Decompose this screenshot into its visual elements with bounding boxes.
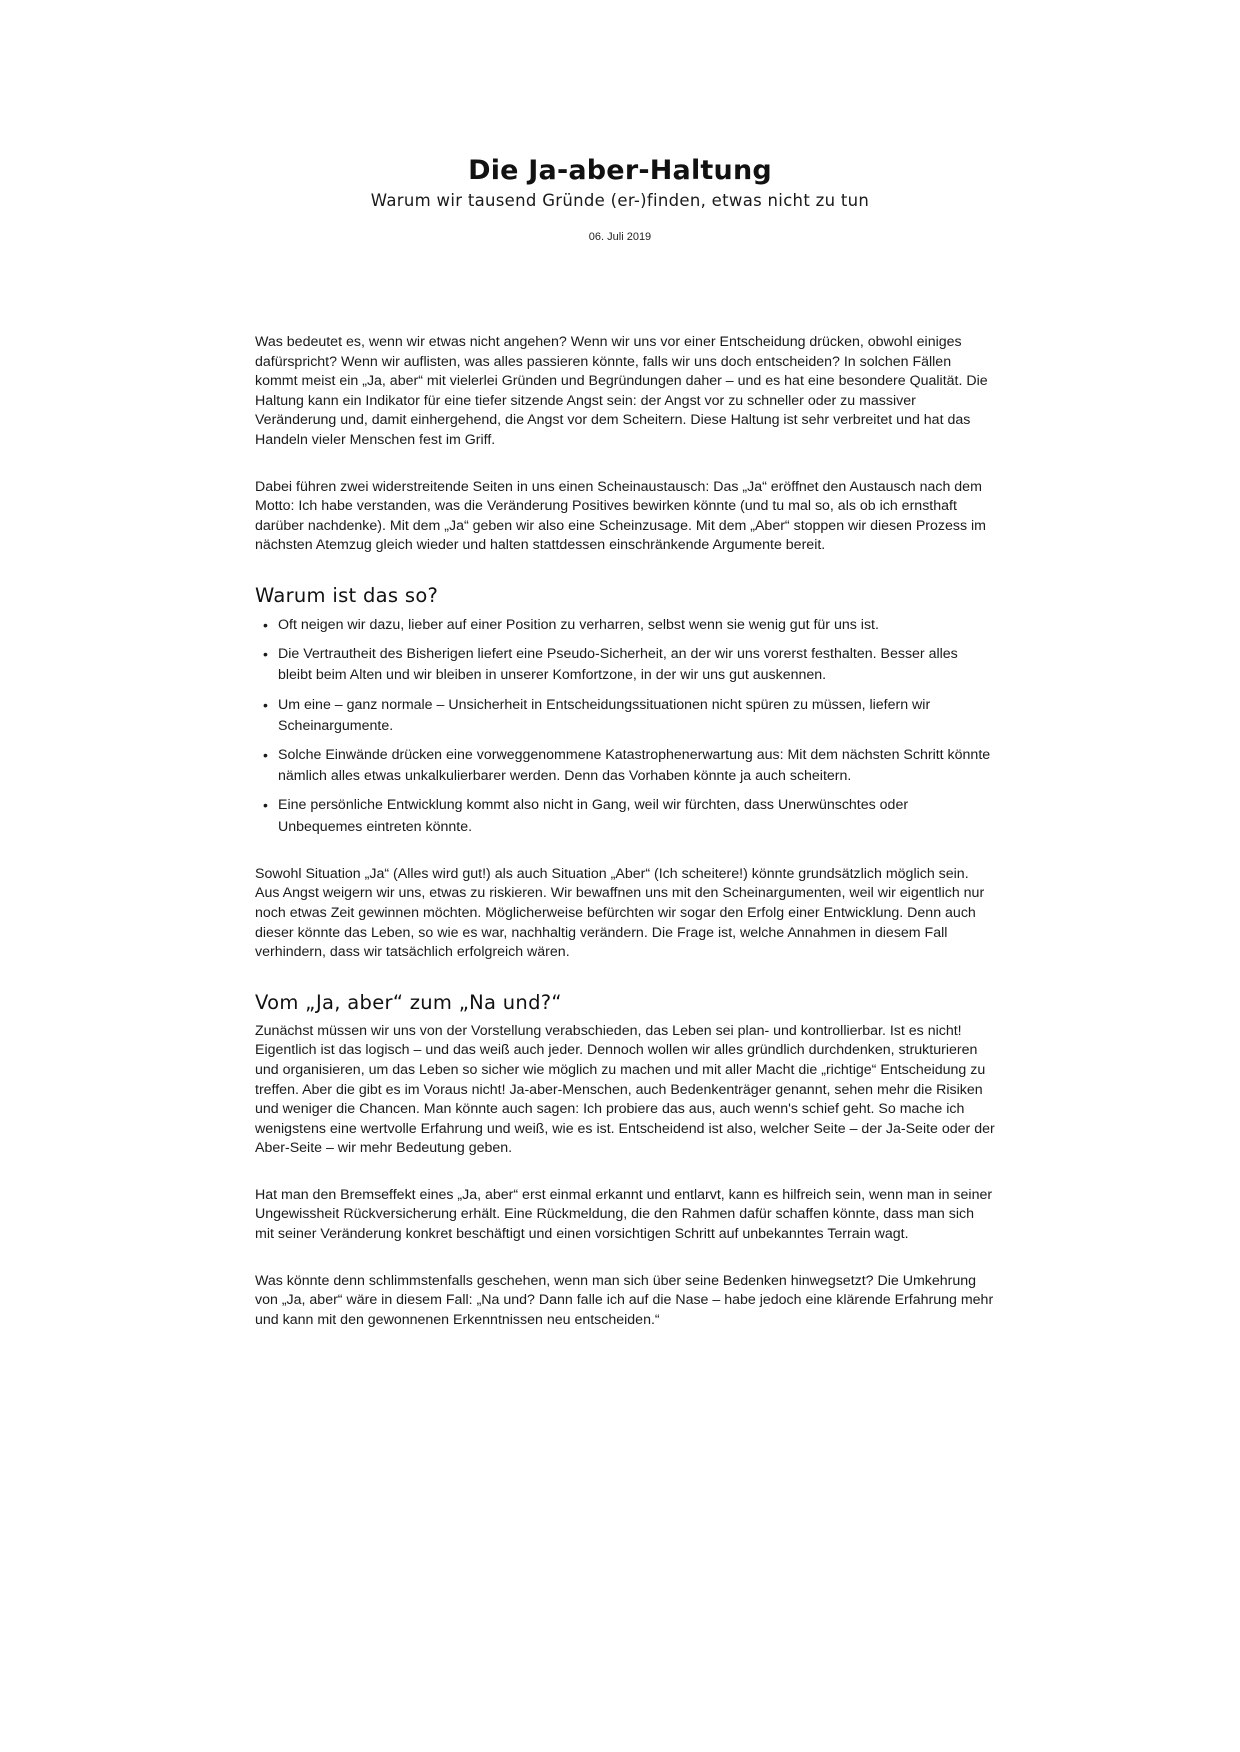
list-item-text: Eine persönliche Entwicklung kommt also nicht in Gang, weil wir fürchten, dass Unerwünschtes oder Unbequemes eintreten könnte. [278,797,909,835]
intro-paragraph-1: Was bedeutet es, wenn wir etwas nicht angehen? Wenn wir uns vor einer Entscheidung drücken, obwohl einiges dafürspricht? Wenn wir auflisten, was alles passieren könnte, falls wir uns doch entscheiden? In solchen Fällen kommt meist ein „Ja, aber“ mit vielerlei Gründen und Begründungen daher – und es hat eine besondere Qualität. Die Haltung kann ein Indikator für eine tiefer sitzende Angst sein: der Angst vor zu schneller oder zu massiver Veränderung und, damit einhergehend, die Angst vor dem Scheitern. Diese Haltung ist sehr verbreitet und hat das Handeln vieler Menschen fest im Griff. [255,334,988,448]
bullet-icon: • [263,746,268,763]
section2-paragraph-3: Was könnte denn schlimmstenfalls geschehen, wenn man sich über seine Bedenken hinwegsetzt? Die Umkehrung von „Ja, aber“ wäre in diesem Fall: „Na und? Dann falle ich auf die Nase – habe jedoch eine klärende Erfahrung mehr und kann mit den gewonnenen Erkenntnissen neu entscheiden.“ [255,1272,994,1328]
bullet-icon: • [263,797,268,814]
article-header [0,154,1240,244]
bullet-icon: • [263,616,268,633]
section2-paragraph-2: Hat man den Bremseffekt eines „Ja, aber“ erst einmal erkannt und entlarvt, kann es hilfreich sein, wenn man in seiner Ungewissheit Rückversicherung erhält. Eine Rückmeldung, die den Rahmen dafür schaffen könnte, dass man sich mit seiner Veränderung konkret beschäftigt und einen vorsichtigen Schritt auf unbekanntes Terrain wagt. [255,1186,993,1243]
list-item [263,795,995,837]
list-item [263,745,995,787]
list-item [263,615,995,636]
list-item-text: Oft neigen wir dazu, lieber auf einer Position zu verharren, selbst wenn sie wenig gut für uns ist. [278,616,879,633]
section2-paragraph-1: Zunächst müssen wir uns von der Vorstellung verabschieden, das Leben sei plan- und kontrollierbar. Ist es nicht! Eigentlich ist das logisch – und das weiß auch jeder. Dennoch wollen wir alles gründlich durchdenken, strukturieren und organisieren, um das Leben so sicher wie möglich zu machen und mit aller Macht die „richtige“ Entscheidung zu treffen. Aber die gibt es im Voraus nicht! Ja-aber-Menschen, auch Bedenkenträger genannt, sehen mehr die Risiken und weniger die Chancen. Man könnte auch sagen: Ich probiere das aus, auch wenn's schief geht. So mache ich wenigstens eine wertvolle Erfahrung und weiß, wie es ist. Entscheidend ist also, welcher Seite – der Ja-Seite oder der Aber-Seite – wir mehr Bedeutung geben. [255,1022,995,1157]
article-title: Die Ja-aber-Haltung [468,155,772,186]
list-item [263,644,995,686]
section-heading-warum: Warum ist das so? [255,583,439,607]
list-item-text: Um eine – ganz normale – Unsicherheit in Entscheidungssituationen nicht spüren zu müssen, liefern wir Scheinargumente. [278,696,931,734]
list-item-text: Solche Einwände drücken eine vorweggenommene Katastrophenerwartung aus: Mit dem nächsten Schritt könnte nämlich alles etwas unkalkulierbarer werden. Denn das Vorhaben könnte ja auch scheitern. [278,746,991,785]
publication-date: 06. Juli 2019 [588,231,652,243]
reasons-list [255,615,995,838]
intro-paragraph-2: Dabei führen zwei widerstreitende Seiten in uns einen Scheinaustausch: Das „Ja“ eröffnet den Austausch nach dem Motto: Ich habe verstanden, was die Veränderung Positives bewirken könnte (und tu mal so, als ob ich ernsthaft darüber nachdenke). Mit dem „Ja“ geben wir also eine Scheinzusage. Mit dem „Aber“ stoppen wir diesen Prozess im nächsten Atemzug gleich wieder und halten stattdessen einschränkende Argumente bereit. [255,478,987,554]
article-body [255,333,995,1357]
section1-paragraph: Sowohl Situation „Ja“ (Alles wird gut!) als auch Situation „Aber“ (Ich scheitere!) könnte grundsätzlich möglich sein. Aus Angst weigern wir uns, etwas zu riskieren. Wir bewaffnen uns mit den Scheinargumenten, weil wir eigentlich nur noch etwas Zeit gewinnen möchten. Möglicherweise befürchten wir sogar den Erfolg einer Entwicklung. Denn auch dieser könnte das Leben, so wie es war, nachhaltig verändern. Die Frage ist, welche Annahmen in diesem Fall verhindern, dass wir tatsächlich erfolgreich wären. [255,865,985,961]
list-item-text: Die Vertrautheit des Bisherigen liefert eine Pseudo-Sicherheit, an der wir uns vorerst festhalten. Besser alles bleibt beim Alten und wir bleiben in unserer Komfortzone, in der wir uns gut auskennen. [278,646,958,684]
list-item [263,695,995,737]
bullet-icon: • [263,646,268,663]
bullet-icon: • [263,696,268,713]
article-subtitle: Warum wir tausend Gründe (er-)finden, etwas nicht zu tun [370,191,870,210]
section-heading-na-und: Vom „Ja, aber“ zum „Na und?“ [255,990,562,1014]
